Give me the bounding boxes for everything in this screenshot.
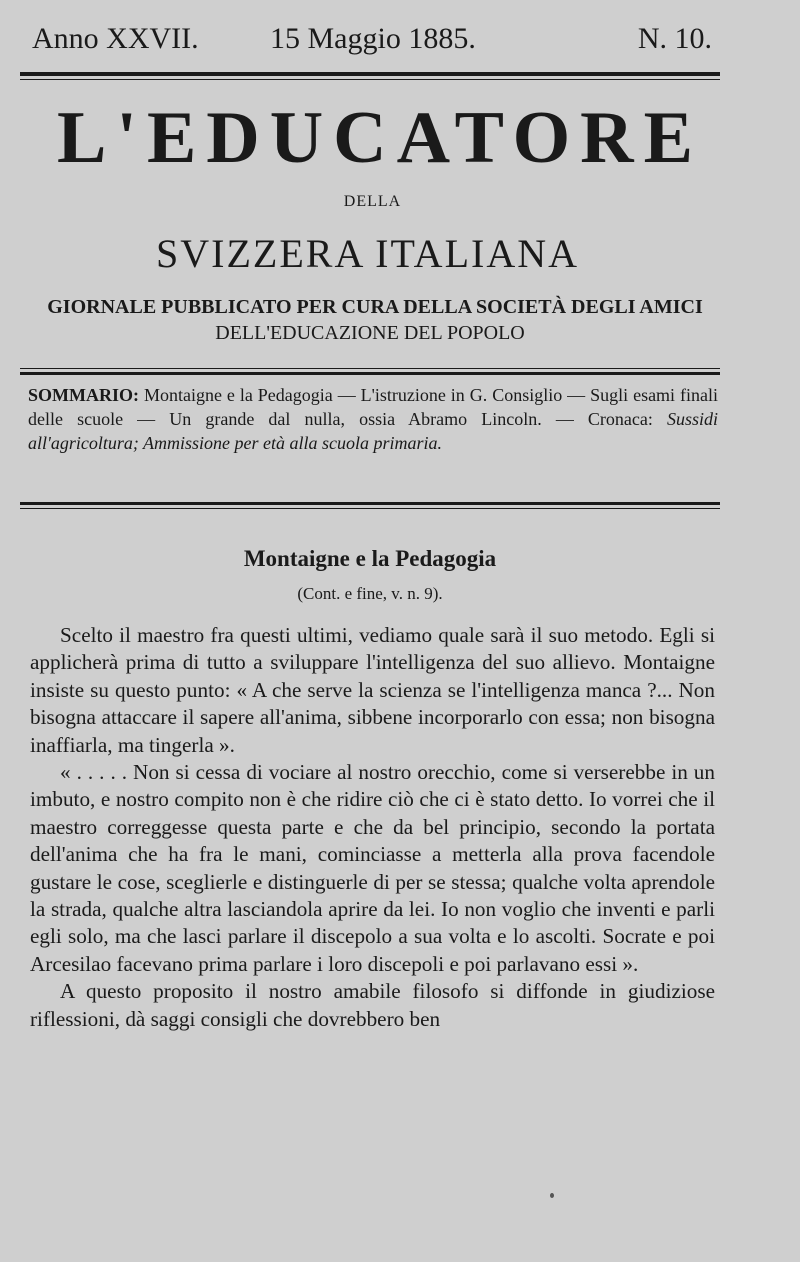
masthead-tagline-2: DELL'EDUCAZIONE DEL POPOLO — [215, 322, 525, 344]
masthead-subtitle: SVIZZERA ITALIANA — [156, 231, 579, 276]
paragraph: « . . . . . Non si cessa di vociare al nostro orecchio, come si verserebbe in un imbuto, e nostro compito non è che ridire ciò che ci è stato detto. Io vorrei che il maestro correggesse questa parte e che da bel principio, secondo la portata dell'anima che ha fra le mani, cominciasse a metterla alla prova facendole gustare le cose, sceglierle e distinguerle di per se stessa; qualche volta aprendole la strada, qualche altra lasciandola aprire da lei. Io non voglio che inventi e parli egli solo, ma che lasci parlare il discepolo a sua volta e lo ascolti. Socrate e poi Arcesilao facevano prima parlare i loro discepoli e poi parlavano essi ». — [30, 760, 715, 976]
header-bottom-rule-thin — [20, 368, 720, 369]
sommario-rule-thin — [20, 508, 720, 509]
masthead-della: DELLA — [343, 193, 402, 210]
issue-year: Anno XXVII. — [32, 22, 199, 55]
sommario-rule-thick — [20, 502, 720, 505]
paragraph: A questo proposito il nostro amabile filosofo si diffonde in giudiziose riflessioni, dà saggi consigli che dovrebbero ben — [30, 979, 715, 1031]
paragraph: Scelto il maestro fra questi ultimi, vediamo quale sarà il suo metodo. Egli si applicherà prima di tutto a sviluppare l'intelligenza del suo allievo. Montaigne insiste su questo punto: « A che serve la scienza se l'intelligenza manca ?... Non bisogna attaccare il sapere all'anima, sibbene incorporarlo con essa; non bisogna inaffiarla, ma tingerla ». — [30, 623, 715, 757]
issue-date: 15 Maggio 1885. — [270, 22, 476, 55]
top-rule-thick — [20, 72, 720, 76]
top-rule-thin — [20, 79, 720, 80]
article-body — [30, 622, 715, 1033]
article-title: Montaigne e la Pedagogia — [243, 546, 497, 571]
ink-speck — [550, 1193, 554, 1198]
sommario-italic: Sussidi all'agricoltura; Ammissione per età alla scuola primaria. — [28, 409, 718, 453]
header-bottom-rule-thick — [20, 372, 720, 375]
sommario-label: SOMMARIO: — [28, 385, 139, 405]
table-of-contents — [28, 383, 718, 455]
masthead-title: L'EDUCATORE — [57, 97, 703, 179]
sommario-text: Montaigne e la Pedagogia — L'istruzione in G. Consiglio — Sugli esami finali delle scuole — Un grande dal nulla, ossia Abramo Lincoln. — Cronaca: — [28, 385, 718, 429]
dateline — [32, 22, 712, 62]
issue-number: N. 10. — [637, 22, 712, 55]
masthead-tagline-1: GIORNALE PUBBLICATO PER CURA DELLA SOCIETÀ DEGLI AMICI — [47, 296, 703, 318]
article-subtitle: (Cont. e fine, v. n. 9). — [297, 584, 443, 603]
